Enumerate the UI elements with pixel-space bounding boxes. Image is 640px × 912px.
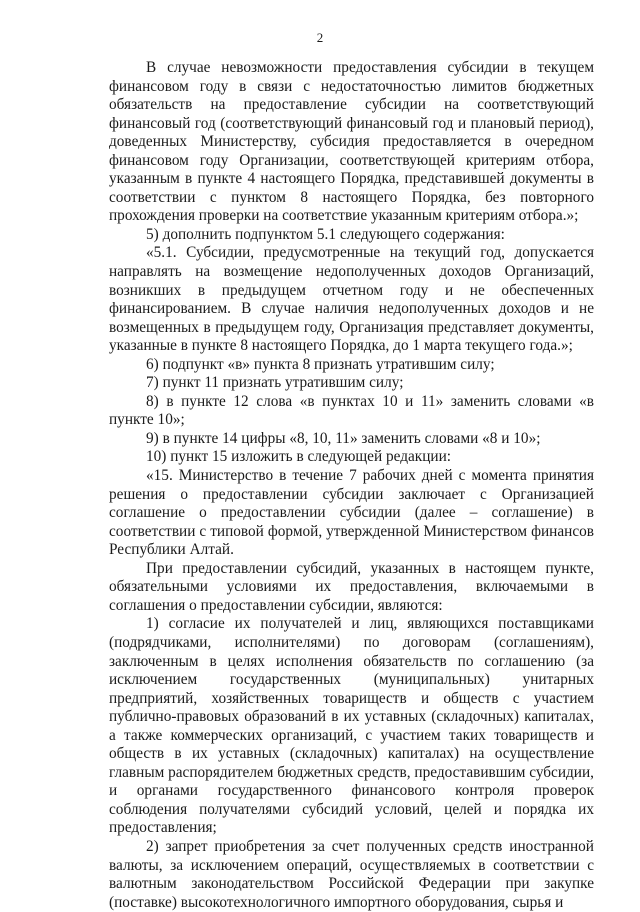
paragraph-item-6: 6) подпункт «в» пункта 8 признать утратившим силу;: [146, 355, 495, 373]
paragraph-subitem-5-1: «5.1. Субсидии, предусмотренные на текущий год, допускается направлять на возмещение недополученных доходов Организаций, возникших в предыдущем отчетном году и не обеспеченных финансированием. В случае наличия недополученных доходов и не возмещенных в предыдущем году, Организация представляет документы, указанные в пункте 8 настоящего Порядка, до 1 марта текущего года.»;: [109, 244, 594, 355]
paragraph-item-7: 7) пункт 11 признать утратившим силу;: [146, 374, 404, 392]
paragraph-item-8: 8) в пункте 12 слова «в пунктах 10 и 11» заменить словами «в пункте 10»;: [109, 392, 594, 429]
paragraph-clause-15: «15. Министерство в течение 7 рабочих дней с момента принятия решения о предоставлении субсидии заключает с Организацией соглашение о предоставлении субсидии (далее – соглашение) в соответствии с типовой формой, утвержденной Министерством финансов Республики Алтай.: [109, 467, 594, 559]
paragraph-item-5: 5) дополнить подпунктом 5.1 следующего содержания:: [146, 225, 505, 243]
paragraph-condition-2: 2) запрет приобретения за счет полученных средств иностранной валюты, за исключением операций, осуществляемых в соответствии с валютным законодательством Российской Федерации при закупке (поставке) высокотехнологичного импортного оборудования, сырья и: [109, 837, 594, 911]
paragraph-condition-1: 1) согласие их получателей и лиц, являющихся поставщиками (подрядчиками, исполнителями) по договорам (соглашениям), заключенным в целях исполнения обязательств по соглашению (за исключением государственных (муниципальных) унитарных предприятий, хозяйственных товариществ и обществ с участием публично-правовых образований в их уставных (складочных) капиталах, а также коммерческих организаций, с участием таких товариществ и обществ в их уставных (складочных) капиталах) на осуществление главным распорядителем бюджетных средств, предоставившим субсидии, и органами государственного финансового контроля проверок соблюдения получателями субсидий условий, целей и порядка их предоставления;: [109, 615, 594, 837]
paragraph-item-10: 10) пункт 15 изложить в следующей редакции:: [146, 448, 452, 466]
paragraph-item-9: 9) в пункте 14 цифры «8, 10, 11» заменить словами «8 и 10»;: [146, 429, 541, 447]
paragraph-conditions-intro: При предоставлении субсидий, указанных в настоящем пункте, обязательными условиями их предоставления, включаемыми в соглашения о предоставлении субсидии, являются:: [109, 559, 594, 614]
paragraph-subsidy-next-year: В случае невозможности предоставления субсидии в текущем финансовом году в связи с недостаточностью лимитов бюджетных обязательств на предоставление субсидии на соответствующий финансовый год (соответствующий финансовый год и плановый период), доведенных Министерству, субсидия предоставляется в очередном финансовом году Организации, соответствующей критериям отбора, указанным в пункте 4 настоящего Порядка, представившей документы в соответствии с пунктом 8 настоящего Порядка, без повторного прохождения проверки на соответствие указанным критериям отбора.»;: [109, 59, 594, 225]
document-body: [109, 59, 594, 912]
page-number: 2: [316, 30, 324, 45]
